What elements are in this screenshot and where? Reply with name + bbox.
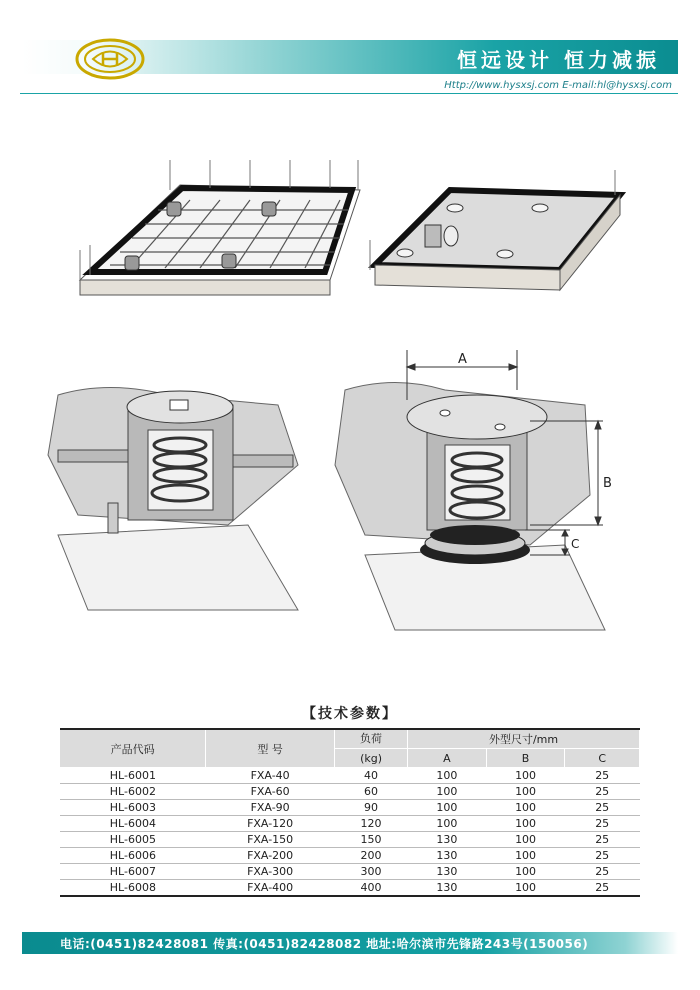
spec-table — [60, 728, 640, 897]
cell-b: 100 — [486, 832, 565, 848]
cell-load: 300 — [335, 864, 408, 880]
table-row — [60, 784, 640, 800]
cell-code: HL-6004 — [60, 816, 206, 832]
cell-load: 40 — [335, 768, 408, 784]
cell-a: 100 — [408, 768, 487, 784]
cell-load: 60 — [335, 784, 408, 800]
header-load — [335, 729, 408, 749]
header-load-label: 负荷 — [360, 732, 383, 745]
header-a: A — [408, 749, 487, 768]
cell-model: FXA-200 — [206, 848, 335, 864]
cell-b: 100 — [486, 848, 565, 864]
cell-b: 100 — [486, 880, 565, 897]
table-row — [60, 832, 640, 848]
table-title: 【技术参数】 — [302, 706, 398, 722]
cell-code: HL-6008 — [60, 880, 206, 897]
cell-a: 130 — [408, 832, 487, 848]
cell-load: 200 — [335, 848, 408, 864]
cell-model: FXA-120 — [206, 816, 335, 832]
cell-load: 150 — [335, 832, 408, 848]
cell-b: 100 — [486, 784, 565, 800]
website-link[interactable]: Http://www.hysxsj.com — [444, 80, 560, 91]
cell-code: HL-6006 — [60, 848, 206, 864]
cell-code: HL-6001 — [60, 768, 206, 784]
cell-a: 100 — [408, 816, 487, 832]
company-logo-icon — [75, 38, 145, 80]
dimension-a-label: A — [458, 352, 467, 367]
header-load-unit: (kg) — [335, 749, 408, 768]
header-dims: 外型尺寸/mm — [408, 729, 640, 749]
cell-b: 100 — [486, 800, 565, 816]
finished-slab-illustration — [365, 170, 635, 300]
cell-a: 130 — [408, 864, 487, 880]
header-b: B — [486, 749, 565, 768]
isolator-dimension-right — [335, 345, 625, 630]
cell-c: 25 — [565, 848, 640, 864]
cell-c: 25 — [565, 816, 640, 832]
cell-a: 100 — [408, 800, 487, 816]
cell-a: 100 — [408, 784, 487, 800]
cell-c: 25 — [565, 880, 640, 897]
dimension-b-label: B — [603, 476, 612, 491]
cell-code: HL-6003 — [60, 800, 206, 816]
cell-b: 100 — [486, 816, 565, 832]
cell-c: 25 — [565, 784, 640, 800]
table-row — [60, 880, 640, 897]
table-row — [60, 816, 640, 832]
cell-a: 130 — [408, 880, 487, 897]
cell-model: FXA-90 — [206, 800, 335, 816]
cell-b: 100 — [486, 864, 565, 880]
cell-model: FXA-400 — [206, 880, 335, 897]
cell-load: 90 — [335, 800, 408, 816]
table-row — [60, 800, 640, 816]
table-row — [60, 768, 640, 784]
cell-load: 400 — [335, 880, 408, 897]
cell-model: FXA-150 — [206, 832, 335, 848]
cell-c: 25 — [565, 832, 640, 848]
cell-model: FXA-300 — [206, 864, 335, 880]
slogan: 恒远设计 恒力减振 — [457, 48, 660, 72]
header-rule — [20, 93, 678, 94]
cell-model: FXA-40 — [206, 768, 335, 784]
cell-code: HL-6002 — [60, 784, 206, 800]
slab-rebar-illustration — [70, 160, 370, 300]
cell-model: FXA-60 — [206, 784, 335, 800]
cell-code: HL-6005 — [60, 832, 206, 848]
header-c: C — [565, 749, 640, 768]
contact-web — [444, 80, 672, 91]
header-code: 产品代码 — [60, 729, 206, 768]
cell-b: 100 — [486, 768, 565, 784]
table-row — [60, 864, 640, 880]
cell-c: 25 — [565, 800, 640, 816]
cell-a: 130 — [408, 848, 487, 864]
cell-code: HL-6007 — [60, 864, 206, 880]
header-model: 型 号 — [206, 729, 335, 768]
cell-c: 25 — [565, 864, 640, 880]
table-row — [60, 848, 640, 864]
footer-contact: 电话:(0451)82428081 传真:(0451)82428082 地址:哈尔滨市先锋路243号(150056) — [60, 937, 589, 951]
isolator-cutaway-left — [48, 385, 303, 610]
cell-load: 120 — [335, 816, 408, 832]
cell-c: 25 — [565, 768, 640, 784]
dimension-c-label: C — [571, 537, 580, 551]
email-link[interactable]: E-mail:hl@hysxsj.com — [562, 80, 672, 91]
